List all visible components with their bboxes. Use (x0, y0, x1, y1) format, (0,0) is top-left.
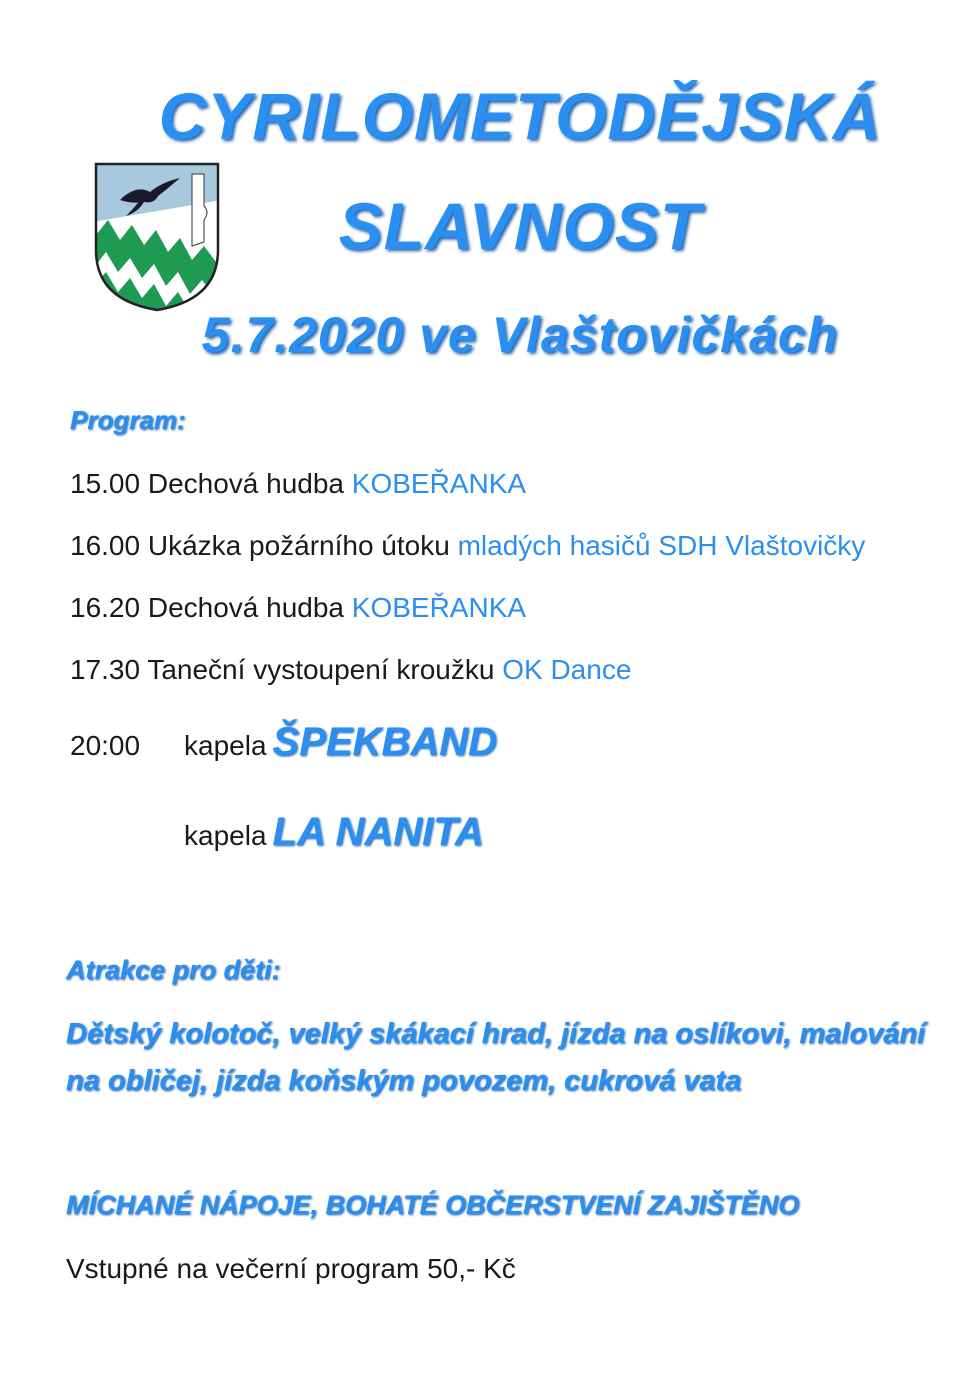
program-item-text: 16.20 Dechová hudba (70, 592, 352, 623)
program-item-highlight: KOBEŘANKA (351, 468, 527, 499)
program-item (70, 468, 526, 500)
kids-attractions-line-1: Dětský kolotoč, velký skákací hrad, jízda na oslíkovi, malování (66, 1018, 926, 1050)
program-item (70, 592, 526, 624)
program-item-highlight: KOBEŘANKA (351, 592, 527, 623)
program-item (70, 654, 631, 686)
band-time: 20:00 (70, 730, 141, 761)
program-item-text: 16.00 Ukázka požárního útoku (70, 530, 458, 561)
event-date-location: 5.7.2020 ve Vlaštovičkách (201, 307, 839, 363)
program-item-highlight: mladých hasičů SDH Vlaštovičky (457, 530, 866, 561)
program-item-text: 17.30 Taneční vystoupení kroužku (70, 654, 503, 685)
program-item (70, 530, 865, 562)
coat-of-arms-icon (92, 160, 222, 312)
band-prefix: kapela (184, 730, 267, 761)
poster-title-line-1: CYRILOMETODĚJSKÁ (158, 79, 882, 153)
refreshments-note: MÍCHANÉ NÁPOJE, BOHATÉ OBČERSTVENÍ ZAJIŠTĚNO (66, 1190, 800, 1220)
program-item-text: 15.00 Dechová hudba (70, 468, 352, 499)
band-prefix: kapela (184, 820, 267, 851)
entry-fee-note: Vstupné na večerní program 50,- Kč (66, 1253, 516, 1284)
band-name: ŠPEKBAND (272, 720, 497, 764)
band-row (184, 720, 497, 765)
program-item-highlight: OK Dance (502, 654, 632, 685)
band-name: LA NANITA (272, 810, 484, 854)
kids-attractions-heading: Atrakce pro děti: (66, 955, 281, 985)
kids-attractions-line-2: na obličej, jízda koňským povozem, cukrová vata (66, 1065, 742, 1097)
poster-title-line-2: SLAVNOST (338, 189, 702, 263)
band-row (184, 810, 484, 855)
program-heading: Program: (70, 405, 186, 435)
